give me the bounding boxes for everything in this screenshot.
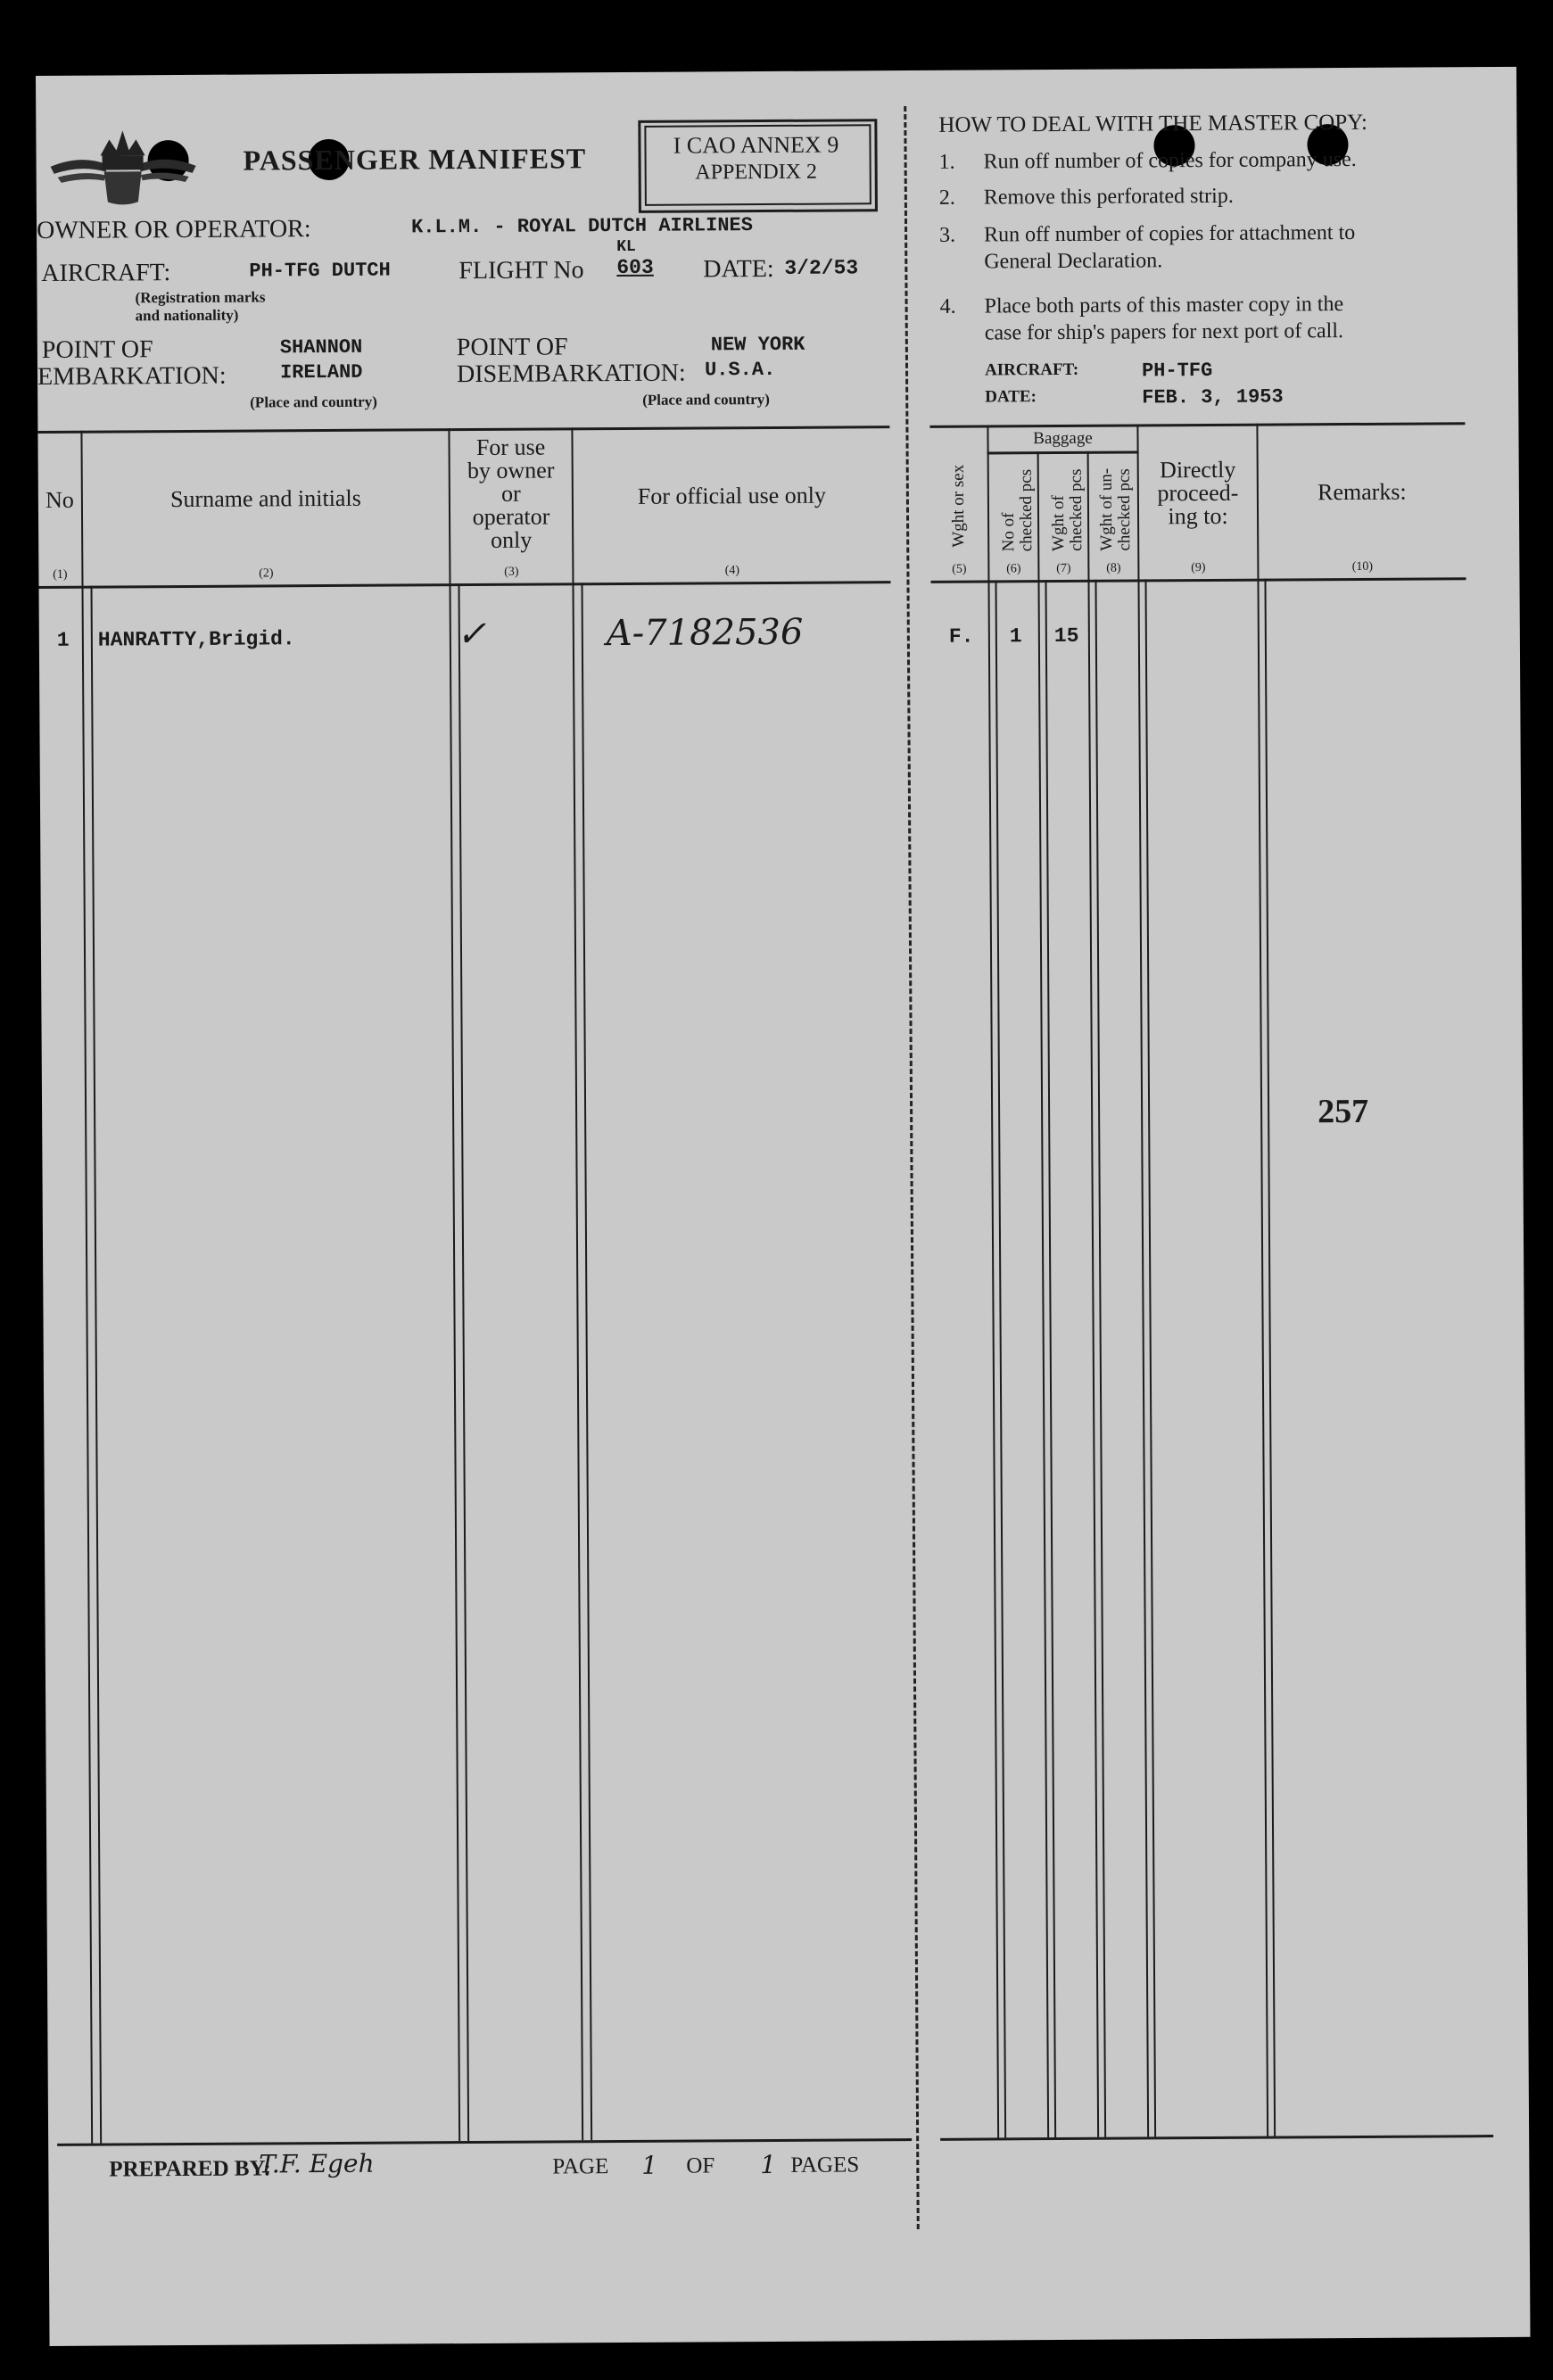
perforation-line xyxy=(904,106,920,2229)
aircraft-note-1: (Registration marks xyxy=(135,288,266,307)
col-num-5: (5) xyxy=(952,562,967,576)
prepared-by-signature: T.F. Egeh xyxy=(259,2148,375,2179)
owner-label: OWNER OR OPERATOR: xyxy=(36,215,311,244)
col-header-baggage: Baggage xyxy=(1033,428,1093,449)
col-divider-1b xyxy=(90,586,102,2144)
col-header-wt-2: checked pcs xyxy=(1066,468,1086,551)
right-table-header-rule xyxy=(930,577,1466,583)
col-header-pcs-2: checked pcs xyxy=(1016,468,1037,552)
instruction-text-3: Run off number of copies for attachment to xyxy=(984,220,1356,247)
flight-prefix: KL xyxy=(616,237,636,257)
flight-label: FLIGHT No xyxy=(458,256,584,285)
disembarkation-value-2: U.S.A. xyxy=(704,358,776,382)
col-header-owner-use-5: only xyxy=(490,526,533,553)
right-aircraft-value: PH-TFG xyxy=(1141,359,1213,383)
right-table-top-rule xyxy=(929,422,1465,428)
instruction-text-3b: General Declaration. xyxy=(984,249,1163,274)
col-header-proceeding-2: proceed- xyxy=(1157,479,1239,507)
disembarkation-note: (Place and country) xyxy=(642,390,770,409)
col-num-1: (1) xyxy=(53,567,68,582)
icao-annex-line2: APPENDIX 2 xyxy=(695,160,818,185)
embarkation-value-2: IRELAND xyxy=(279,360,363,384)
col-header-remarks: Remarks: xyxy=(1317,478,1407,506)
col-divider-3b xyxy=(581,583,592,2140)
col-header-unchecked-1: Wght of un- xyxy=(1096,467,1117,551)
pages-label: PAGES xyxy=(790,2153,860,2178)
page-label: PAGE xyxy=(552,2154,609,2179)
instruction-num-1: 1. xyxy=(938,150,955,174)
baggage-rule xyxy=(987,450,1139,454)
table-bottom-rule xyxy=(57,2138,912,2146)
prepared-by-label: PREPARED BY: xyxy=(109,2156,271,2182)
disembarkation-label-1: POINT OF xyxy=(456,333,568,362)
flight-number: 603 xyxy=(616,255,654,280)
instruction-text-4b: case for ship's papers for next port of call. xyxy=(984,319,1344,345)
manifest-sheet xyxy=(36,67,1531,2346)
col-num-9: (9) xyxy=(1191,560,1206,575)
col-num-7: (7) xyxy=(1056,561,1071,576)
right-aircraft-label: AIRCRAFT: xyxy=(984,359,1079,380)
manifest-title: PASSENGER MANIFEST xyxy=(243,142,587,177)
col-header-surname: Surname and initials xyxy=(169,484,361,513)
row-1-name: HANRATTY,Brigid. xyxy=(97,627,295,652)
col-header-pcs-1: No of xyxy=(999,512,1019,552)
col-num-6: (6) xyxy=(1006,562,1021,576)
col-header-wt-1: Wght of xyxy=(1048,495,1069,552)
embarkation-label-1: POINT OF xyxy=(41,335,153,364)
remarks-number: 257 xyxy=(1317,1092,1369,1131)
row-1-sex: F. xyxy=(948,624,974,649)
col-num-10: (10) xyxy=(1351,559,1374,574)
disembarkation-label-2: DISEMBARKATION: xyxy=(456,359,686,389)
table-top-rule xyxy=(37,426,889,434)
col-header-owner-use-4: operator xyxy=(472,503,550,531)
col-header-unchecked-2: checked pcs xyxy=(1114,468,1135,551)
col-header-sex: Wght or sex xyxy=(948,464,969,548)
embarkation-value-1: SHANNON xyxy=(279,335,363,359)
instructions-title: HOW TO DEAL WITH THE MASTER COPY: xyxy=(938,110,1368,137)
aircraft-note-2: and nationality) xyxy=(135,306,239,325)
col-header-owner-use-3: or xyxy=(500,480,521,507)
right-date-value: FEB. 3, 1953 xyxy=(1142,385,1284,409)
right-table-bottom-rule xyxy=(940,2135,1493,2141)
klm-crown-logo xyxy=(45,120,202,210)
instruction-text-1: Run off number of copies for company use. xyxy=(983,147,1357,174)
instruction-num-2: 2. xyxy=(938,186,955,210)
aircraft-value: PH-TFG DUTCH xyxy=(249,259,391,283)
owner-value: K.L.M. - ROYAL DUTCH AIRLINES xyxy=(410,214,753,239)
of-value: 1 xyxy=(760,2149,777,2180)
row-1-no: 1 xyxy=(56,628,70,652)
row-1-check-mark: ✓ xyxy=(456,613,487,656)
aircraft-label: AIRCRAFT: xyxy=(41,259,171,287)
of-label: OF xyxy=(686,2153,715,2178)
col-num-4: (4) xyxy=(724,564,740,578)
col-num-2: (2) xyxy=(259,566,274,581)
col-header-no: No xyxy=(45,486,74,513)
instruction-text-4: Place both parts of this master copy in the xyxy=(984,293,1344,318)
col-header-proceeding-1: Directly xyxy=(1160,456,1236,483)
col-num-3: (3) xyxy=(504,565,519,579)
table-header-rule xyxy=(38,581,890,589)
row-1-pieces: 1 xyxy=(1009,624,1022,649)
row-1-official: A-7182536 xyxy=(606,611,804,655)
instruction-num-3: 3. xyxy=(939,223,956,247)
page-value: 1 xyxy=(641,2150,658,2180)
instruction-num-4: 4. xyxy=(939,294,956,318)
col-divider-2b xyxy=(458,583,469,2141)
col-header-official: For official use only xyxy=(637,482,827,509)
icao-annex-line1: I CAO ANNEX 9 xyxy=(673,131,839,159)
instruction-text-2: Remove this perforated strip. xyxy=(983,184,1234,210)
embarkation-note: (Place and country) xyxy=(250,393,377,411)
col-num-8: (8) xyxy=(1106,561,1121,575)
col-header-owner-use-1: For use xyxy=(475,434,546,460)
date-value: 3/2/53 xyxy=(784,256,859,280)
col-header-proceeding-3: ing to: xyxy=(1168,502,1228,530)
col-header-owner-use-2: by owner xyxy=(467,457,555,484)
disembarkation-value-1: NEW YORK xyxy=(710,333,805,357)
embarkation-label-2: EMBARKATION: xyxy=(37,361,227,391)
row-1-weight: 15 xyxy=(1053,624,1079,649)
date-label: DATE: xyxy=(703,254,774,284)
right-date-label: DATE: xyxy=(985,387,1037,407)
